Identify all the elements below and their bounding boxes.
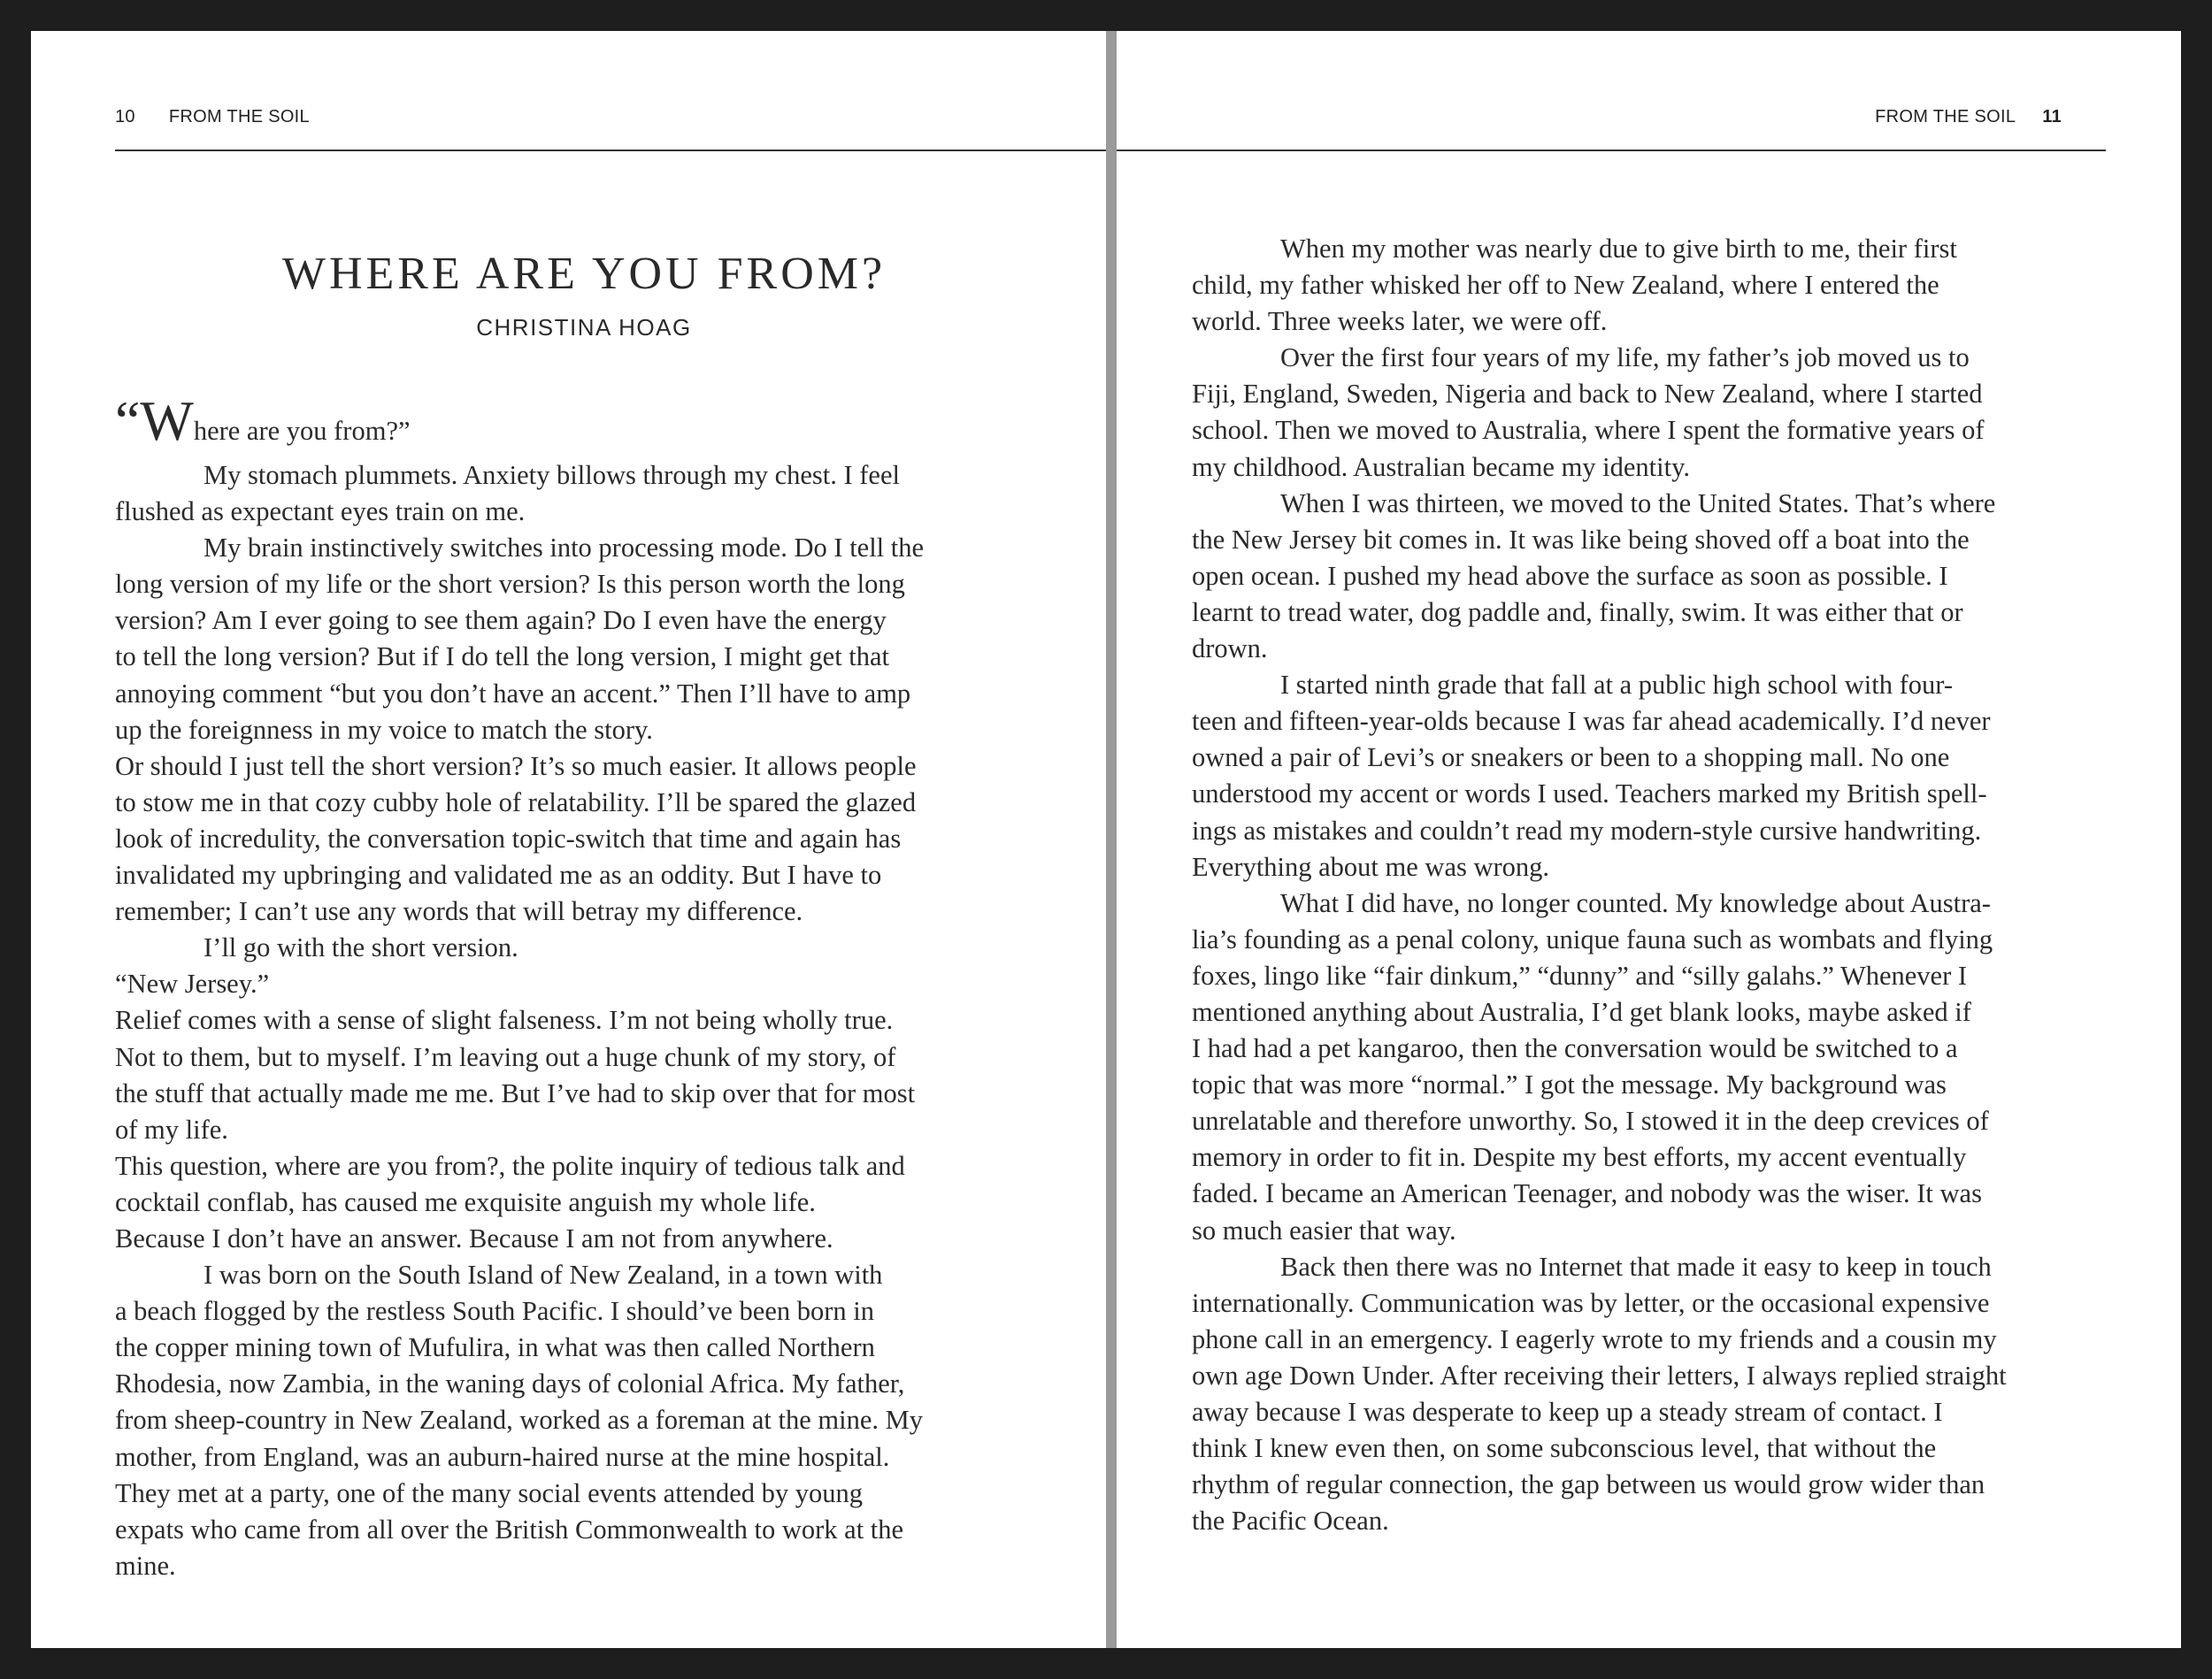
text-line: Everything about me was wrong. (1192, 851, 1550, 882)
text-line: invalidated my upbringing and validated me as an oddity. But I have to (115, 860, 882, 891)
text-line: ings as mistakes and couldn’t read my modern-style cursive handwriting. (1192, 815, 1982, 846)
text-line: What I did have, no longer counted. My knowledge about Austra- (1280, 887, 1991, 918)
text-line: from sheep-country in New Zealand, worked as a foreman at the mine. My (115, 1405, 923, 1436)
text-line: annoying comment “but you don’t have an accent.” Then I’ll have to amp (115, 678, 911, 709)
running-head-title: FROM THE SOIL (168, 107, 310, 126)
text-line: think I knew even then, on some subconscious level, that without the (1192, 1433, 1937, 1464)
text-line: topic that was more “normal.” I got the message. My background was (1192, 1070, 1947, 1100)
text-line: a beach flogged by the restless South Pacific. I should’ve been born in (115, 1296, 875, 1327)
text-line: rhythm of regular connection, the gap between us would grow wider than (1192, 1469, 1985, 1500)
page-number: 11 (2042, 107, 2062, 126)
text-line: of my life. (115, 1114, 228, 1145)
text-line: long version of my life or the short version? Is this person worth the long (115, 569, 905, 600)
text-line: to stow me in that cozy cubby hole of relatability. I’ll be spared the glazed (115, 786, 917, 817)
text-line: learnt to tread water, dog paddle and, finally, swim. It was either that or (1192, 596, 1963, 627)
text-line: version? Am I ever going to see them again? Do I even have the energy (115, 605, 887, 636)
text-line: internationally. Communication was by letter, or the occasional expensive (1192, 1287, 1990, 1318)
text-line: When my mother was nearly due to give birth to me, their first (1280, 234, 1957, 264)
text-line: mentioned anything about Australia, I’d get blank looks, maybe asked if (1192, 996, 1971, 1027)
text-line: mine. (115, 1550, 176, 1581)
text-line: I’ll go with the short version. (204, 932, 518, 963)
left-running-head (115, 107, 310, 127)
text-line: This question, where are you from?, the polite inquiry of tedious talk and (115, 1150, 905, 1181)
text-line: Back then there was no Internet that made it easy to keep in touch (1280, 1251, 1992, 1282)
text-line: open ocean. I pushed my head above the surface as soon as possible. I (1192, 560, 1948, 591)
text-line: school. Then we moved to Australia, where I spent the formative years of (1192, 415, 1985, 446)
article-author: CHRISTINA HOAG (476, 314, 692, 341)
text-line: They met at a party, one of the many social events attended by young (115, 1477, 863, 1508)
text-line: unrelatable and therefore unworthy. So, I stowed it in the deep crevices of (1192, 1106, 1989, 1137)
text-line: teen and fifteen-year-olds because I was far ahead academically. I’d never (1192, 706, 1991, 737)
header-rule (1117, 150, 2106, 151)
text-line: I had had a pet kangaroo, then the conversation would be switched to a (1192, 1033, 1958, 1064)
text-line: “New Jersey.” (115, 969, 270, 1000)
book-gutter (1106, 31, 1117, 1648)
text-line: Fiji, England, Sweden, Nigeria and back to New Zealand, where I started (1192, 379, 1983, 410)
left-page (31, 31, 1106, 1648)
text-line: understood my accent or words I used. Teachers marked my British spell- (1192, 778, 1987, 809)
text-line: up the foreignness in my voice to match the story. (115, 714, 653, 745)
text-line: phone call in an emergency. I eagerly wrote to my friends and a cousin my (1192, 1323, 1997, 1354)
text-line: the New Jersey bit comes in. It was like being shoved off a boat into the (1192, 524, 1970, 555)
text-line: my childhood. Australian became my identity. (1192, 451, 1690, 482)
header-rule (115, 150, 1106, 151)
page-number: 10 (115, 107, 135, 126)
text-line: I started ninth grade that fall at a public high school with four- (1280, 670, 1953, 701)
text-line: Or should I just tell the short version? It’s so much easier. It allows people (115, 750, 917, 781)
text-line: mother, from England, was an auburn-haired nurse at the mine hospital. (115, 1441, 890, 1472)
text-line: the stuff that actually made me me. But I’ve had to skip over that for most (115, 1077, 916, 1108)
text-line: I was born on the South Island of New Zealand, in a town with (204, 1260, 883, 1291)
text-line: owned a pair of Levi’s or sneakers or been to a shopping mall. No one (1192, 742, 1950, 773)
article-title: WHERE ARE YOU FROM? (281, 249, 887, 299)
opening-line-text: here are you from?” (193, 416, 411, 446)
right-body-text (1192, 231, 2165, 1539)
text-line: away because I was desperate to keep up a steady stream of contact. I (1192, 1397, 1943, 1427)
text-line: memory in order to fit in. Despite my best efforts, my accent eventually (1192, 1142, 1967, 1173)
text-line: Relief comes with a sense of slight falseness. I’m not being wholly true. (115, 1005, 894, 1036)
text-line: look of incredulity, the conversation topic-switch that time and again has (115, 823, 902, 854)
text-line: faded. I became an American Teenager, and nobody was the wiser. It was (1192, 1178, 1982, 1209)
text-line: Rhodesia, now Zambia, in the waning days of colonial Africa. My father, (115, 1368, 905, 1399)
text-line: world. Three weeks later, we were off. (1192, 306, 1608, 337)
text-line: When I was thirteen, we moved to the United States. That’s where (1280, 487, 1996, 518)
left-body-text (115, 385, 1088, 1584)
text-line: My brain instinctively switches into processing mode. Do I tell the (204, 533, 925, 564)
text-line: expats who came from all over the British Commonwealth to work at the (115, 1514, 904, 1545)
text-line: remember; I can’t use any words that will betray my difference. (115, 896, 803, 927)
text-line: own age Down Under. After receiving their letters, I always replied straight (1192, 1360, 2007, 1391)
text-line: My stomach plummets. Anxiety billows through my chest. I feel (204, 460, 900, 490)
text-line: lia’s founding as a penal colony, unique fauna such as wombats and flying (1192, 924, 1993, 954)
text-line: flushed as expectant eyes train on me. (115, 496, 526, 527)
text-line: child, my father whisked her off to New Zealand, where I entered the (1192, 270, 1939, 301)
text-line: to tell the long version? But if I do tell the long version, I might get that (115, 641, 890, 672)
text-line: Not to them, but to myself. I’m leaving out a huge chunk of my story, of (115, 1041, 896, 1072)
text-line: Over the first four years of my life, my father’s job moved us to (1280, 342, 1970, 373)
running-head-title: FROM THE SOIL (1875, 107, 2016, 126)
text-line: Because I don’t have an answer. Because I am not from anywhere. (115, 1223, 833, 1254)
text-line: drown. (1192, 633, 1268, 664)
text-line: the Pacific Ocean. (1192, 1506, 1389, 1537)
text-line: the copper mining town of Mufulira, in what was then called Northern (115, 1332, 875, 1363)
text-line: foxes, lingo like “fair dinkum,” “dunny” and “silly galahs.” Whenever I (1192, 960, 1968, 991)
text-line: so much easier that way. (1192, 1215, 1456, 1246)
text-line: cocktail conflab, has caused me exquisite anguish my whole life. (115, 1186, 816, 1217)
right-running-head (1875, 107, 2062, 127)
drop-cap: “W (115, 389, 194, 452)
opening-line (115, 385, 1088, 457)
right-page (1117, 31, 2181, 1648)
